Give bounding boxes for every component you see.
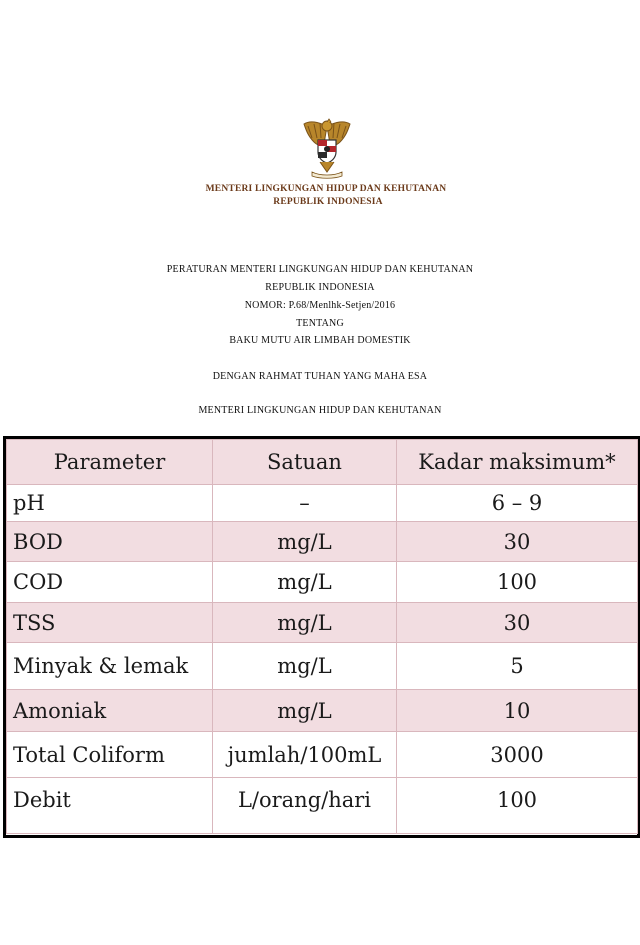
cell-kadar: 100	[397, 778, 638, 834]
table-row	[7, 732, 638, 778]
cell-parameter: TSS	[7, 603, 213, 643]
cell-parameter: Debit	[7, 778, 213, 834]
cell-parameter: Minyak & lemak	[7, 643, 213, 690]
letterhead-country: REPUBLIK INDONESIA	[273, 197, 383, 207]
cell-kadar: 100	[397, 562, 638, 603]
regulation-number: NOMOR: P.68/Menlhk-Setjen/2016	[244, 300, 396, 311]
cell-satuan: mg/L	[213, 562, 397, 603]
cell-kadar: 6 – 9	[397, 485, 638, 522]
cell-kadar: 3000	[397, 732, 638, 778]
cell-parameter: Amoniak	[7, 690, 213, 732]
regulation-country: REPUBLIK INDONESIA	[265, 282, 375, 293]
header-satuan: Satuan	[213, 440, 397, 485]
cell-satuan: mg/L	[213, 690, 397, 732]
cell-satuan: mg/L	[213, 643, 397, 690]
letterhead-ministry-name: MENTERI LINGKUNGAN HIDUP DAN KEHUTANAN	[205, 184, 447, 194]
table-row	[7, 778, 638, 834]
regulation-subject: BAKU MUTU AIR LIMBAH DOMESTIK	[229, 335, 411, 346]
issuer-line: MENTERI LINGKUNGAN HIDUP DAN KEHUTANAN	[198, 405, 442, 416]
cell-parameter: COD	[7, 562, 213, 603]
cell-kadar: 10	[397, 690, 638, 732]
cell-parameter: pH	[7, 485, 213, 522]
cell-satuan: mg/L	[213, 603, 397, 643]
table-row	[7, 603, 638, 643]
regulation-tentang: TENTANG	[296, 318, 344, 329]
table-row	[7, 690, 638, 732]
table-header-row	[7, 440, 638, 485]
cell-parameter: Total Coliform	[7, 732, 213, 778]
cell-kadar: 30	[397, 603, 638, 643]
wastewater-quality-table	[3, 436, 640, 838]
garuda-emblem-icon	[296, 116, 358, 180]
cell-satuan: jumlah/100mL	[213, 732, 397, 778]
table-row	[7, 522, 638, 562]
table-row	[7, 485, 638, 522]
cell-satuan: L/orang/hari	[213, 778, 397, 834]
cell-parameter: BOD	[7, 522, 213, 562]
cell-satuan: –	[213, 485, 397, 522]
cell-satuan: mg/L	[213, 522, 397, 562]
cell-kadar: 30	[397, 522, 638, 562]
regulation-title: PERATURAN MENTERI LINGKUNGAN HIDUP DAN KEHUTANAN	[166, 264, 474, 275]
table-row	[7, 643, 638, 690]
header-parameter: Parameter	[7, 440, 213, 485]
cell-kadar: 5	[397, 643, 638, 690]
preamble-line: DENGAN RAHMAT TUHAN YANG MAHA ESA	[212, 371, 428, 382]
header-kadar-maksimum: Kadar maksimum*	[397, 440, 638, 485]
table-row	[7, 562, 638, 603]
